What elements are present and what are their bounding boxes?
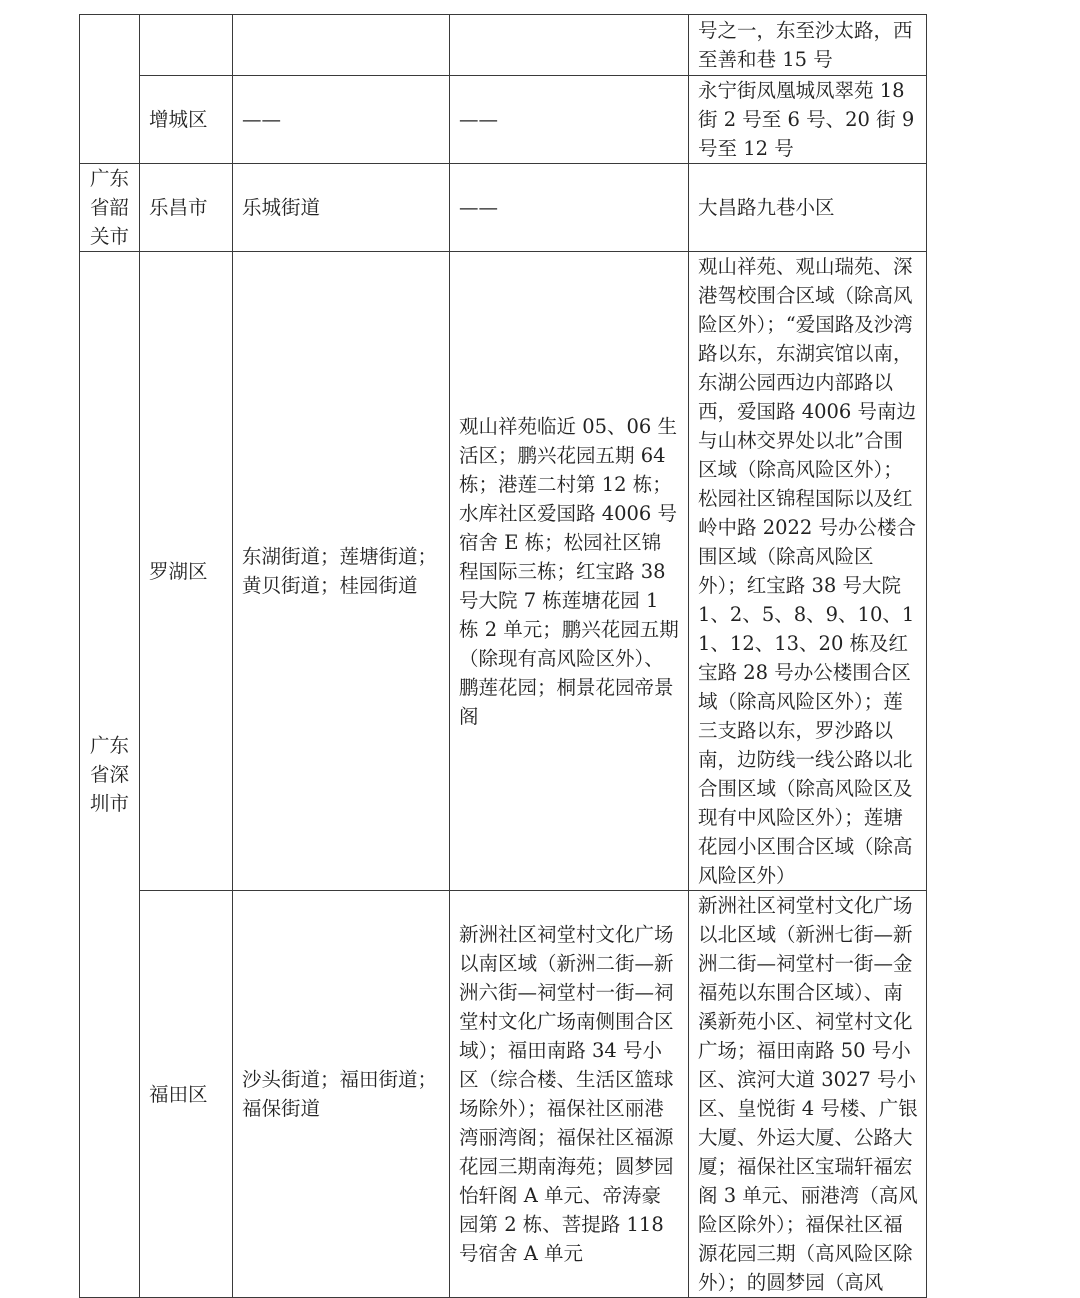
low-risk-cell: 新洲社区祠堂村文化广场以北区域（新洲七街—新洲二街—祠堂村一街—金福苑以东围合区域）、南溪新苑小区、祠堂村文化广场；福田南路 50 号小区、滨河大道 3027 号小区、皇悦街 4 号楼、广银大厦、外运大厦、公路大厦；福保社区宝瑞轩福宏阁 3 单元、丽港湾（高风险区除外）；福保社区福源花园三期（高风险区除外）；的圆梦园（高风 <box>689 891 927 1298</box>
medium-risk-cell: —— <box>450 76 689 164</box>
risk-area-table <box>79 14 927 1298</box>
medium-risk-cell: 观山祥苑临近 05、06 生活区；鹏兴花园五期 64 栋；港莲二村第 12 栋；水库社区爱国路 4006 号宿舍 E 栋；松园社区锦程国际三栋；红宝路 38 号大院 7 栋莲塘花园 1 栋 2 单元；鹏兴花园五期（除现有高风险区外）、鹏莲花园；桐景花园帝景阁 <box>450 252 689 891</box>
streets-cell: 乐城街道 <box>233 164 450 252</box>
province-cell: 广东省韶关市 <box>80 164 140 252</box>
district-cell: 罗湖区 <box>140 252 233 891</box>
streets-cell: —— <box>233 76 450 164</box>
low-risk-cell: 号之一，东至沙太路，西至善和巷 15 号 <box>689 15 927 76</box>
table-row <box>80 76 927 164</box>
district-cell: 乐昌市 <box>140 164 233 252</box>
medium-risk-cell <box>450 15 689 76</box>
streets-cell: 东湖街道；莲塘街道；黄贝街道；桂园街道 <box>233 252 450 891</box>
low-risk-cell: 永宁街凤凰城凤翠苑 18 街 2 号至 6 号、20 街 9 号至 12 号 <box>689 76 927 164</box>
table-row <box>80 891 927 1298</box>
medium-risk-cell: —— <box>450 164 689 252</box>
table-row <box>80 252 927 891</box>
low-risk-cell: 观山祥苑、观山瑞苑、深港驾校围合区域（除高风险区外）；“爱国路及沙湾路以东，东湖宾馆以南，东湖公园西边内部路以西，爱国路 4006 号南边与山林交界处以北”合围区域（除高风险区外）；松园社区锦程国际以及红岭中路 2022 号办公楼合围区域（除高风险区外）；红宝路 38 号大院 1、2、5、8、9、10、11、12、13、20 栋及红宝路 28 号办公楼围合区域（除高风险区外）；莲三支路以东，罗沙路以南，边防线一线公路以北合围区域（除高风险区及现有中风险区外）；莲塘花园小区围合区域（除高风险区外） <box>689 252 927 891</box>
low-risk-cell: 大昌路九巷小区 <box>689 164 927 252</box>
district-cell: 增城区 <box>140 76 233 164</box>
table-row <box>80 15 927 76</box>
table-row <box>80 164 927 252</box>
medium-risk-cell: 新洲社区祠堂村文化广场以南区域（新洲二街—新洲六街—祠堂村一街—祠堂村文化广场南侧围合区域）；福田南路 34 号小区（综合楼、生活区篮球场除外）；福保社区丽港湾丽湾阁；福保社区福源花园三期南海苑；圆梦园怡轩阁 A 单元、帝涛豪园第 2 栋、菩提路 118 号宿舍 A 单元 <box>450 891 689 1298</box>
province-cell: 广东省深圳市 <box>80 252 140 1298</box>
streets-cell <box>233 15 450 76</box>
province-cell <box>80 15 140 164</box>
district-cell: 福田区 <box>140 891 233 1298</box>
streets-cell: 沙头街道；福田街道；福保街道 <box>233 891 450 1298</box>
district-cell <box>140 15 233 76</box>
